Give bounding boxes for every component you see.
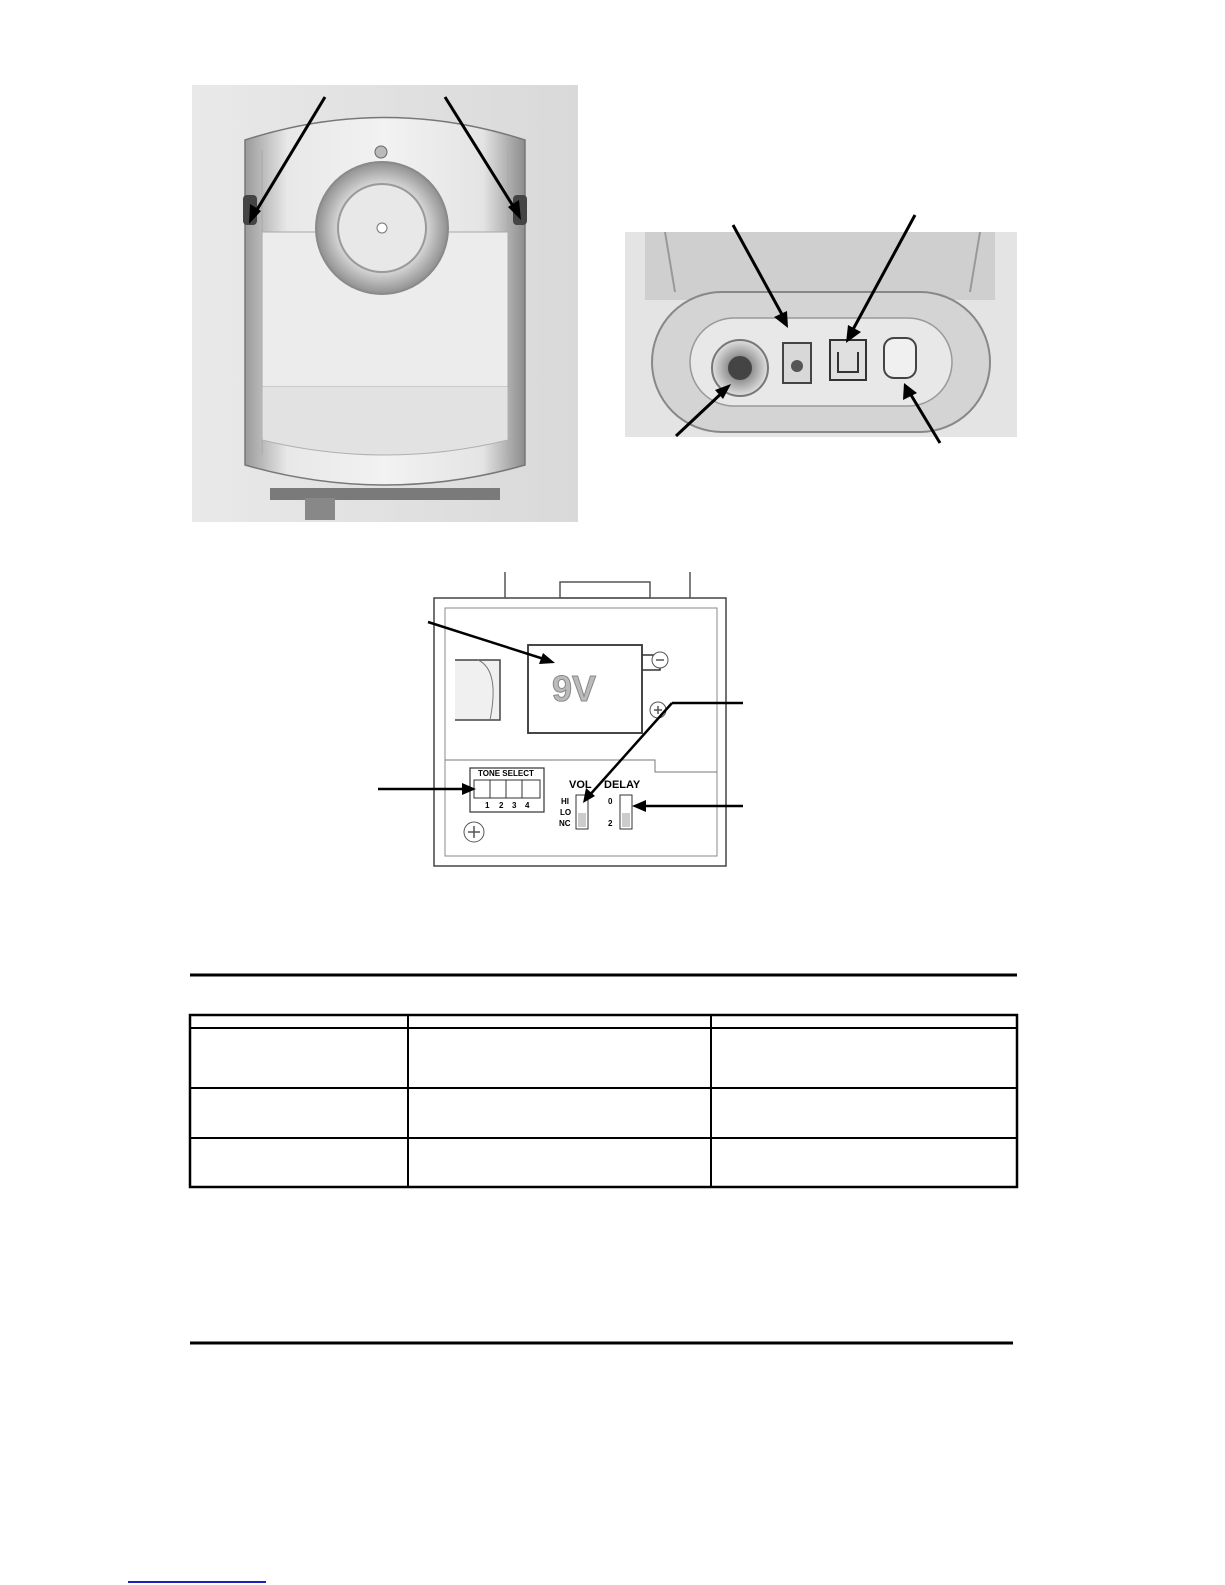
vol-position-lo: LO xyxy=(560,808,572,817)
vol-label: VOL xyxy=(569,779,592,791)
tone-position-2: 2 xyxy=(499,801,504,810)
empty-table xyxy=(190,975,1017,1187)
tone-position-1: 1 xyxy=(485,801,490,810)
vol-position-nc: NC xyxy=(559,819,571,828)
tone-position-3: 3 xyxy=(512,801,517,810)
delay-position-2: 2 xyxy=(608,819,613,828)
delay-position-0: 0 xyxy=(608,797,613,806)
led-indicator xyxy=(375,146,387,158)
phone-jack xyxy=(830,340,866,380)
battery-compartment-diagram xyxy=(434,572,726,866)
tone-select-label: TONE SELECT xyxy=(478,769,534,778)
device-base xyxy=(270,488,500,500)
vol-position-hi: HI xyxy=(561,797,569,806)
battery-label: 9V xyxy=(552,668,597,709)
delay-label: DELAY xyxy=(604,779,641,791)
tone-position-4: 4 xyxy=(525,801,530,810)
cord-clip xyxy=(884,338,916,378)
